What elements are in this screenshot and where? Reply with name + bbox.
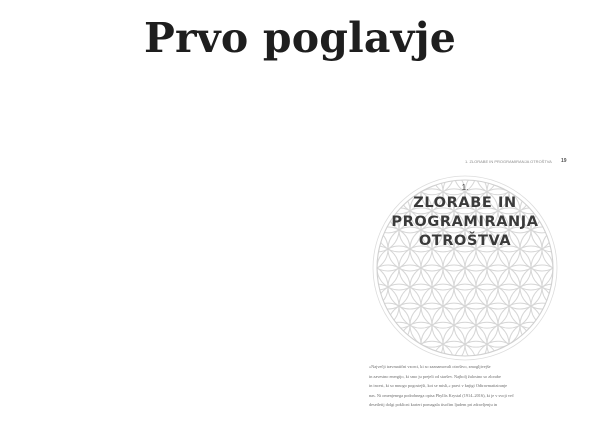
lattice-circle xyxy=(531,246,565,290)
page-title: Prvo poglavje xyxy=(143,14,457,62)
lattice-circle xyxy=(531,284,565,328)
chapter-number: 1. xyxy=(461,183,469,192)
body-line: in zavestno energijo, ki smo ju prejeli od staršev. Najbolj žalostno so zlorabe xyxy=(369,373,501,379)
running-header: 1. ZLORABE IN PROGRAMIRANJA OTROŠTVA xyxy=(465,159,552,164)
lattice-circle xyxy=(365,246,399,290)
chapter-title xyxy=(355,194,575,251)
lattice-circle xyxy=(509,322,553,366)
lattice-circle xyxy=(365,246,377,290)
body-line: in incest, ki so mnogo pogostejši, kot se misli,« pravi v knjigi Odtravmatiziranje xyxy=(369,383,508,388)
page-number: 19 xyxy=(561,158,567,164)
body-line: nas. Ni omenjenega podrobnega opisa Phyllis Krystal (1914–2016), ki je v svoji več xyxy=(369,392,514,398)
lattice-circle xyxy=(553,246,565,290)
chapter-title-line-1: ZLORABE IN xyxy=(413,195,517,211)
book-page-preview xyxy=(355,150,600,436)
body-line: desetletij dolgi poklicni karieri pomagala tisočim ljudem pri zdravljenju in xyxy=(369,402,498,407)
chapter-title-line-2: PROGRAMIRANJA OTROŠTVA xyxy=(391,214,539,249)
lattice-circle xyxy=(377,322,421,366)
body-text xyxy=(369,362,587,410)
lattice-circle xyxy=(365,284,399,328)
body-line: »Največji travmatični vzorci, ki so zaznamovali otroštvo, zmogljivejše xyxy=(369,364,491,369)
